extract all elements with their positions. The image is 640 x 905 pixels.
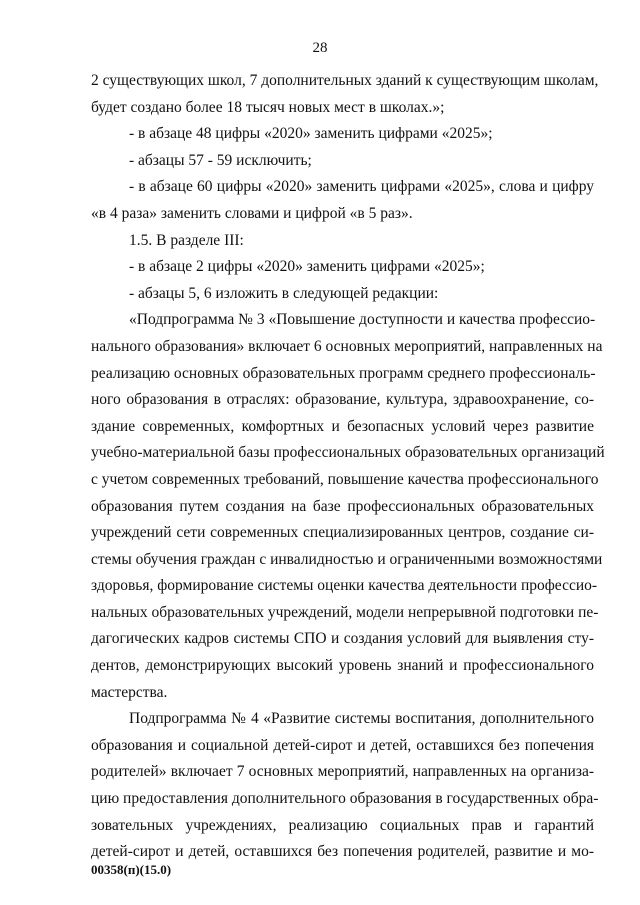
text-line: с учетом современных требований, повышение качества профессионального [91,470,599,488]
text-line: зовательных учреждениях, реализацию социальных прав и гарантий [91,816,594,834]
text-line: - в абзаце 2 цифры «2020» заменить цифрами «2025»; [129,258,485,276]
page-number: 28 [312,40,328,56]
text-line: детей-сирот и детей, оставшихся без попечения родителей, развитие и мо- [91,843,594,861]
text-line: «в 4 раза» заменить словами и цифрой «в 5 раз». [91,204,413,222]
text-line: 1.5. В разделе III: [129,231,244,249]
text-line: - в абзаце 60 цифры «2020» заменить цифрами «2025», слова и цифру [129,178,594,196]
text-line: нальных образовательных учреждений, модели непрерывной подготовки пе- [91,603,599,621]
text-line: родителей» включает 7 основных мероприятий, направленных на организа- [91,763,594,781]
text-line: образования и социальной детей-сирот и детей, оставшихся без попечения [91,736,594,754]
text-line: - абзацы 5, 6 изложить в следующей редакции: [129,284,439,302]
text-line: здоровья, формирование системы оценки качества деятельности профессио- [91,577,598,595]
text-line: «Подпрограмма № 3 «Повышение доступности и качества профессио- [129,311,596,329]
text-line: дентов, демонстрирующих высокий уровень знаний и профессионального [91,657,594,675]
document-code: 00358(п)(15.0) [91,862,172,877]
text-line: учебно-материальной базы профессиональных образовательных организаций [91,444,605,462]
text-line: здание современных, комфортных и безопасных условий через развитие [91,417,594,435]
text-line: учреждений сети современных специализированных центров, создание си- [91,524,594,542]
document-body [91,68,605,866]
text-line: будет создано более 18 тысяч новых мест в школах.»; [91,98,445,116]
text-line: 2 существующих школ, 7 дополнительных зданий к существующим школам, [91,72,599,89]
text-line: Подпрограмма № 4 «Развитие системы воспитания, дополнительного [129,710,594,728]
text-line: нального образования» включает 6 основных мероприятий, направленных на [91,337,603,355]
text-line: ного образования в отраслях: образование, культура, здравоохранение, со- [91,391,594,409]
text-line: - в абзаце 48 цифры «2020» заменить цифрами «2025»; [129,125,493,143]
text-line: образования путем создания на базе профессиональных образовательных [91,497,594,515]
text-line: дагогических кадров системы СПО и создания условий для выявления сту- [91,630,594,648]
text-line: стемы обучения граждан с инвалидностью и ограниченными возможностями [91,550,603,568]
text-line: мастерства. [91,683,168,701]
text-line: - абзацы 57 - 59 исключить; [129,151,312,169]
text-line: реализацию основных образовательных программ среднего профессиональ- [91,364,596,382]
text-line: цию предоставления дополнительного образования в государственных обра- [91,790,599,808]
